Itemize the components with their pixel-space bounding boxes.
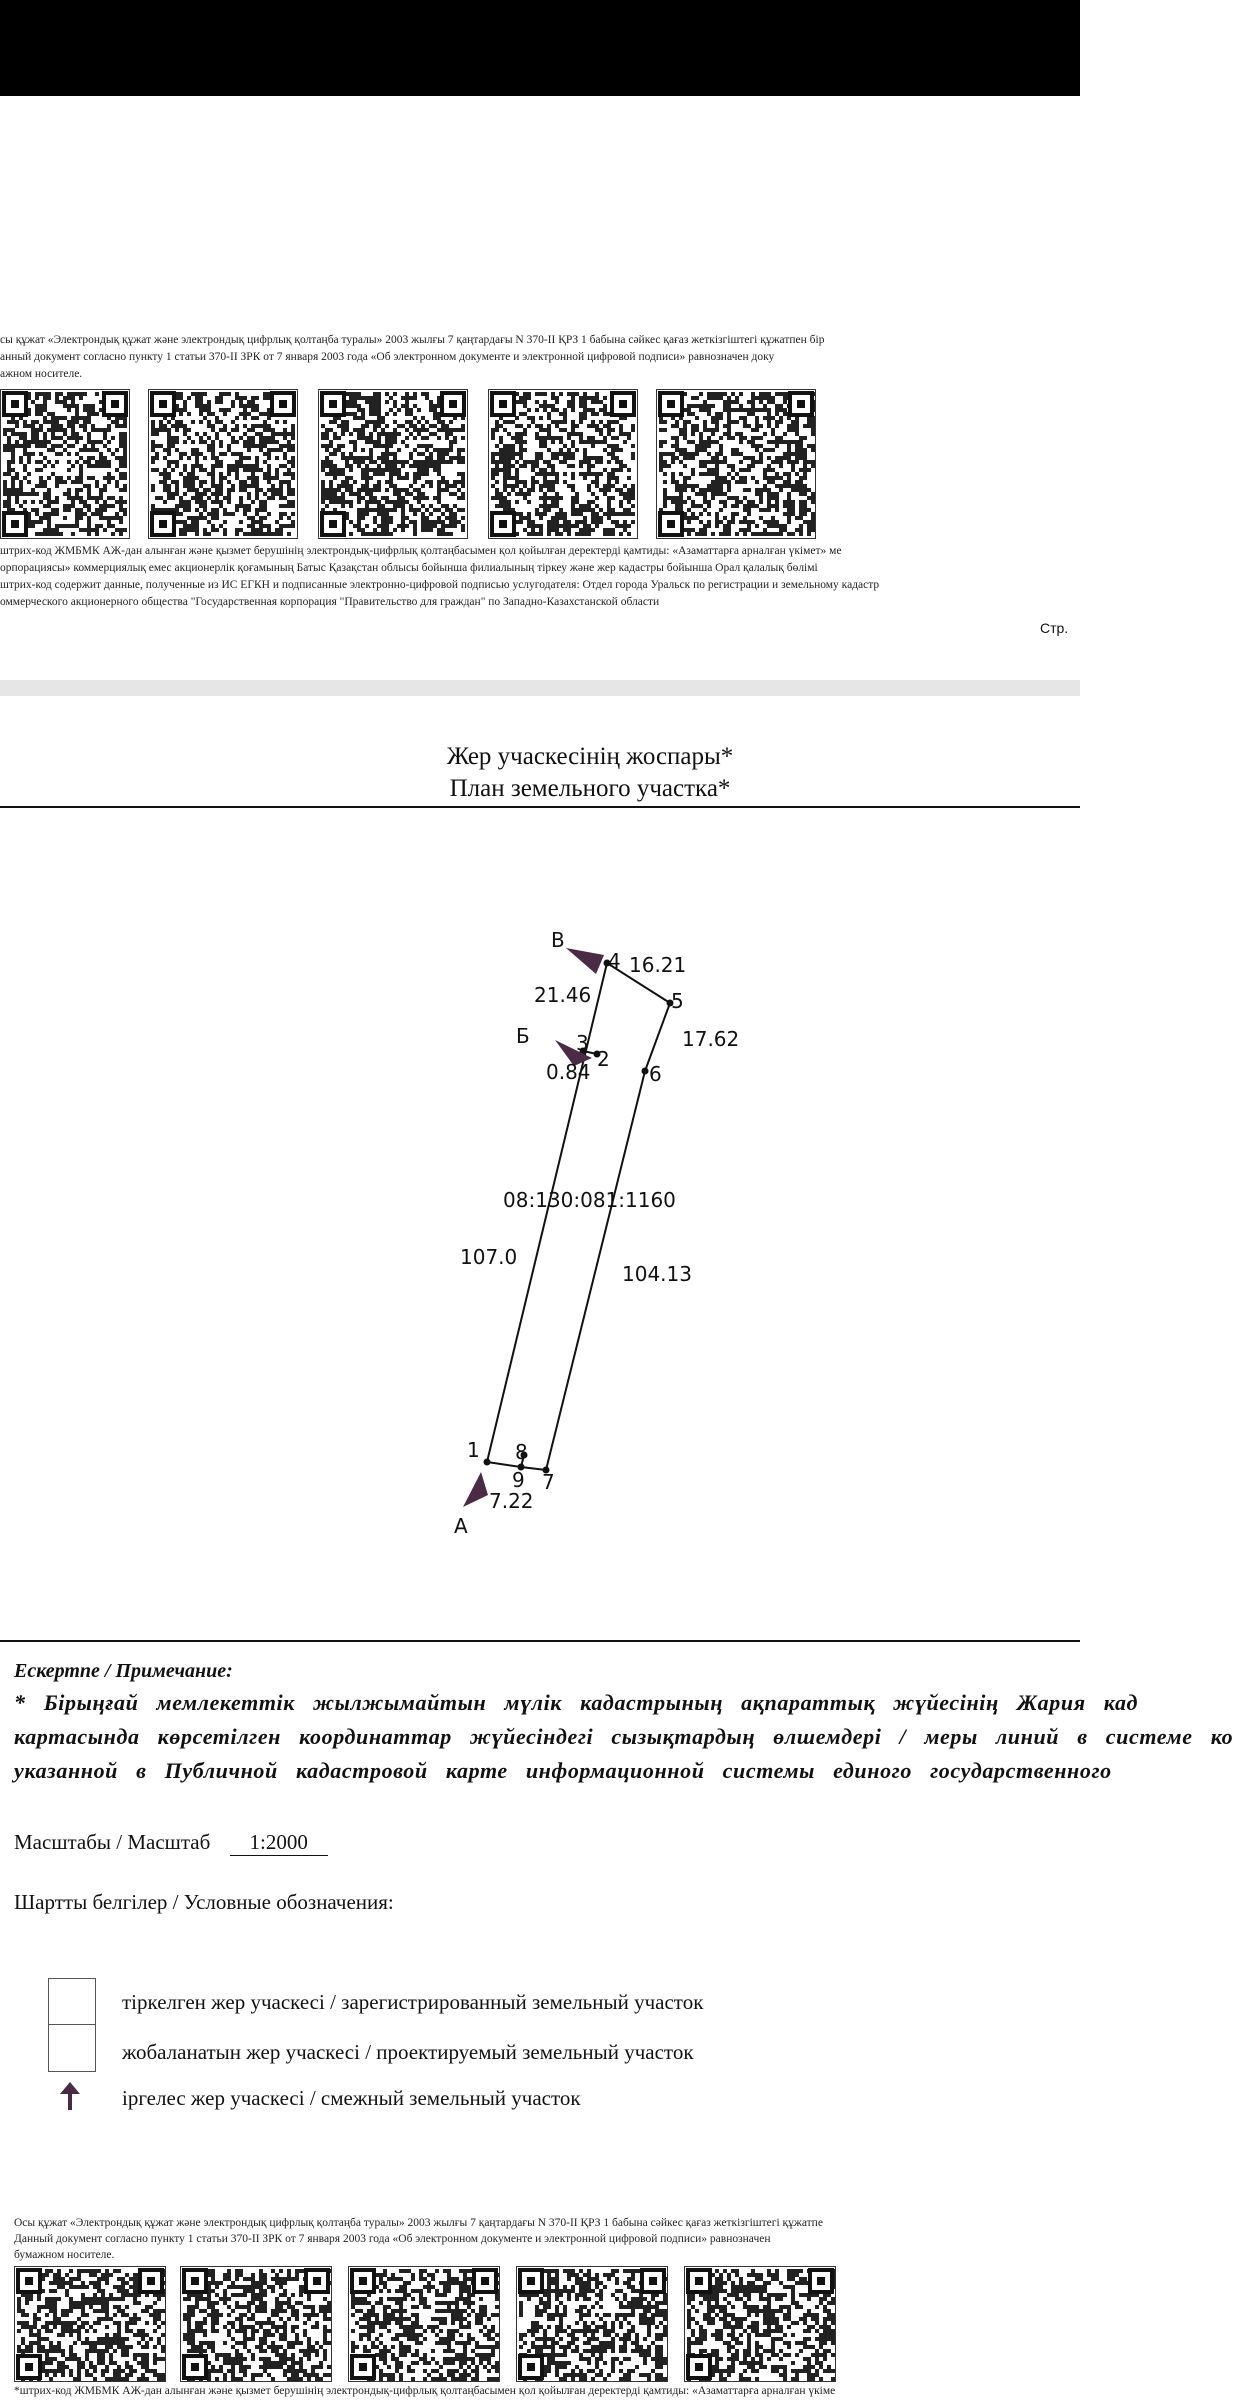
qr-code <box>516 2266 668 2382</box>
cadastral-number: 08:130:081:1160 <box>503 1188 676 1212</box>
legend-item-projected: жобаланатын жер учаскесі / проектируемый земельный участок <box>122 2040 694 2064</box>
bottom-notice-line-2: Данный документ согласно пункту 1 статьи 370-II ЗРК от 7 января 2003 года «Об электронном документе и электронной цифровой подписи» равнозначен <box>14 2233 771 2245</box>
length-1-2: 107.0 <box>460 1245 518 1269</box>
length-1-9: 7.22 <box>489 1489 534 1513</box>
vertex-label-9: 9 <box>512 1468 525 1492</box>
top-notice-line-1: сы құжат «Электрондық құжат және электрондық цифрлық қолтаңба туралы» 2003 жылғы 7 қаңтардағы N 370-II ҚРЗ 1 бабына сәйкес қағаз жеткізгіштегі құжатпен бір <box>0 334 825 346</box>
neighbor-label-v: В <box>551 928 565 952</box>
note-line-2: картасында көрсетілген координаттар жүйесіндегі сызықтардың өлшемдері / меры линий в системе ко <box>14 1724 1233 1749</box>
vertex-marker <box>642 1068 649 1075</box>
note-line-1: * Бірыңғай мемлекеттік жылжымайтын мүлік кадастрының ақпараттық жүйесінің Жария кад <box>14 1690 1139 1715</box>
qr-code <box>14 2266 166 2382</box>
vertex-label-3: 3 <box>576 1031 589 1055</box>
square-dashed-icon <box>48 2024 96 2072</box>
note-line-3: указанной в Публичной кадастровой карте информационной системы единого государственного <box>14 1758 1112 1783</box>
plan-title-ru: План земельного участка* <box>449 775 731 802</box>
legend-item-adjacent: іргелес жер учаскесі / смежный земельный участок <box>122 2086 581 2110</box>
qr-code <box>180 2266 332 2382</box>
legend-item-registered: тіркелген жер учаскесі / зарегистрированный земельный участок <box>122 1990 704 2014</box>
vertex-label-6: 6 <box>649 1062 662 1086</box>
page-label: Стр. <box>1040 620 1069 636</box>
scale-row <box>14 1830 328 1856</box>
qr-code <box>348 2266 500 2382</box>
vertex-label-7: 7 <box>542 1470 555 1494</box>
vertex-marker <box>484 1459 491 1466</box>
length-5-6: 17.62 <box>682 1027 740 1051</box>
note-heading: Ескертпе / Примечание: <box>14 1660 233 1682</box>
top-caption-line-1: штрих-код ЖМБМК АЖ-дан алынған және қызмет берушінің электрондық-цифрлық қолтаңбасымен қол қойылған деректерді қамтиды: «Азаматтарға арналған үкімет» ме <box>0 545 842 557</box>
length-3-4: 21.46 <box>534 983 592 1007</box>
vertex-label-1: 1 <box>467 1438 480 1462</box>
scale-label: Масштабы / Масштаб <box>14 1830 211 1854</box>
vertex-label-4: 4 <box>608 949 621 973</box>
qr-code <box>684 2266 836 2382</box>
length-2-3: 0.84 <box>546 1060 591 1084</box>
boundary-line <box>487 963 607 1462</box>
note-rule <box>0 1640 1080 1642</box>
plan-title-kz: Жер учаскесінің жоспары* <box>446 743 734 770</box>
top-caption-line-4: оммерческого акционерного общества "Государственная корпорация "Правительство для граждан" по Западно-Казахстанской области <box>0 596 660 608</box>
length-4-5: 16.21 <box>629 953 687 977</box>
neighbor-arrow-icon <box>566 948 604 974</box>
bottom-notice-line-3: бумажном носителе. <box>14 2249 115 2261</box>
top-notice-line-3: ажном носителе. <box>0 368 83 380</box>
legend-heading: Шартты белгілер / Условные обозначения: <box>14 1890 394 1914</box>
top-caption-line-3: штрих-код содержит данные, полученные из ИС ЕГКН и подписанные электронно-цифровой подписью услугодателя: Отдел города Уральск по регистрации и земельному кадастр <box>0 579 880 591</box>
neighbor-arrow-icon <box>463 1472 488 1507</box>
bottom-caption: *штрих-код ЖМБМК АЖ-дан алынған және қызмет берушінің электрондық-цифрлық қолтаңбасымен қол қойылған деректерді қамтиды: «Азаматтарға арналған үкіме <box>14 2385 836 2397</box>
vertex-label-2: 2 <box>597 1047 610 1071</box>
top-notice-line-2: анный документ согласно пункту 1 статьи 370-II ЗРК от 7 января 2003 года «Об электронном документе и электронной цифровой подписи» равнозначен доку <box>0 351 775 363</box>
scale-value: 1:2000 <box>230 1830 328 1856</box>
bottom-notice-line-1: Осы құжат «Электрондық құжат және электрондық цифрлық қолтаңба туралы» 2003 жылғы 7 қаңтардағы N 370-II ҚРЗ 1 бабына сәйкес қағаз жеткізгіштегі құжатпе <box>14 2217 823 2229</box>
top-caption-line-2: орпорациясы» коммерциялық емес акционерлік қоғамының Батыс Қазақстан облысы бойынша филиалының тіркеу және жер кадастры бойынша Орал қалалық бөлімі <box>0 562 818 574</box>
square-solid-icon <box>48 1978 96 2026</box>
neighbor-label-a: А <box>454 1514 468 1538</box>
neighbor-label-b: Б <box>516 1024 530 1048</box>
boundary-line <box>645 1003 670 1071</box>
length-6-7: 104.13 <box>622 1262 692 1286</box>
vertex-label-8: 8 <box>515 1440 528 1464</box>
vertex-label-5: 5 <box>671 989 684 1013</box>
arrow-up-icon <box>58 2080 82 2112</box>
